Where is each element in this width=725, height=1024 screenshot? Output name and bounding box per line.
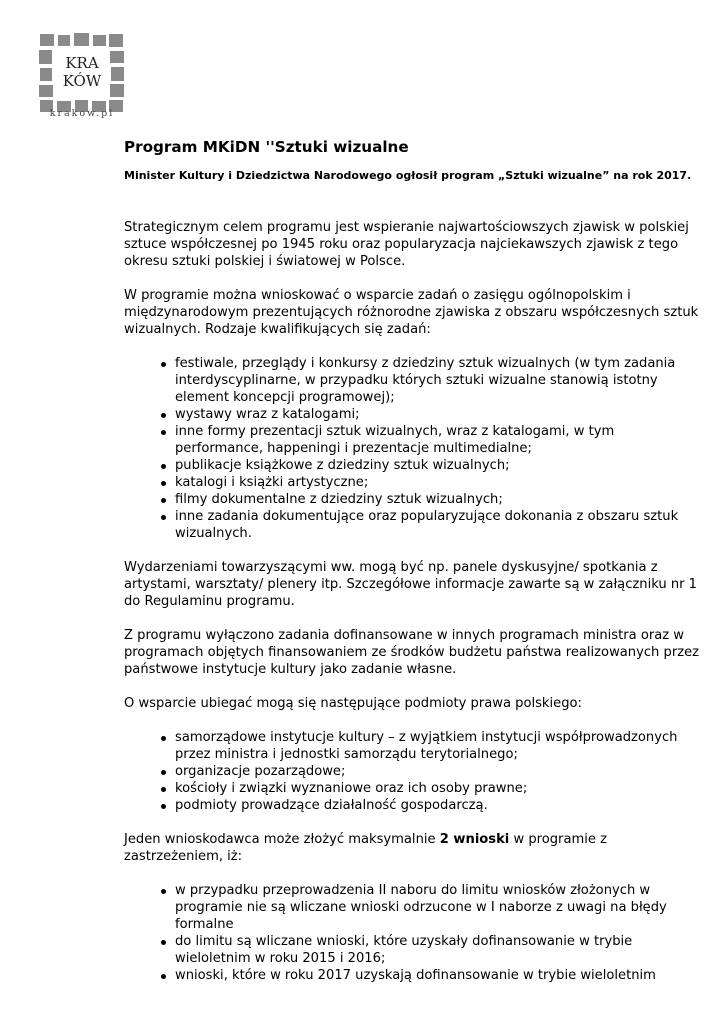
limit-conditions-list [124,882,704,984]
limit-count: 2 wnioski [439,832,510,847]
paragraph-scope: W programie można wnioskować o wsparcie zadań o zasięgu ogólnopolskim i międzynarodowym prezentujących różnorodne zjawiska z obszaru współczesnych sztuk wizualnych. Rodzaje kwalifikujących się zadań: [124,288,699,337]
paragraph-exclusions: Z programu wyłączono zadania dofinansowane w innych programach ministra oraz w programach objętych finansowaniem ze środków budżetu państwa realizowanych przez państwowe instytucje kultury jako zadanie własne. [124,628,700,677]
logo-word-top: KRA [65,54,99,72]
logo-caption: krakow.pl [49,108,115,119]
list-item: w przypadku przeprowadzenia II naboru do limitu wniosków złożonych w programie nie są wliczane wnioski odrzucone w I naborze z uwagi na błędy formalne [175,882,704,933]
logo-word-bottom: KÓW [62,72,102,90]
article [124,136,704,984]
list-item: filmy dokumentalne z dziedziny sztuk wizualnych; [175,491,704,508]
list-item: inne zadania dokumentujące oraz popularyzujące dokonania z obszaru sztuk wizualnych. [175,508,704,542]
paragraph-goal: Strategicznym celem programu jest wspieranie najwartościowszych zjawisk w polskiej sztuce współczesnej po 1945 roku oraz popularyzacja najciekawszych zjawisk z tego okresu sztuki polskiej i światowej w Polsce. [124,220,689,269]
list-item: publikacje książkowe z dziedziny sztuk wizualnych; [175,457,704,474]
list-item: festiwale, przeglądy i konkursy z dziedziny sztuk wizualnych (w tym zadania interdyscyplinarne, w przypadku których sztuki wizualne stanowią istotny element koncepcji programowej); [175,355,704,406]
limit-text-before: Jeden wnioskodawca może złożyć maksymalnie [124,832,440,847]
list-item: samorządowe instytucje kultury – z wyjątkiem instytucji współprowadzonych przez ministra i jednostki samorządu terytorialnego; [175,729,704,763]
list-item: katalogi i książki artystyczne; [175,474,704,491]
list-item: inne formy prezentacji sztuk wizualnych, wraz z katalogami, w tym performance, happeningi i prezentacje multimedialne; [175,423,704,457]
subtitle: Minister Kultury i Dziedzictwa Narodowego ogłosił program „Sztuki wizualne” na rok 2017. [124,169,692,182]
paragraph-application-limit [124,831,704,865]
list-item: podmioty prowadzące działalność gospodarczą. [175,797,704,814]
limit-text-after: w programie z zastrzeżeniem, iż: [124,832,607,864]
task-types-list [124,355,704,542]
paragraph-eligible-entities: O wsparcie ubiegać mogą się następujące podmioty prawa polskiego: [124,696,582,711]
list-item: organizacje pozarządowe; [175,763,704,780]
list-item: kościoły i związki wyznaniowe oraz ich osoby prawne; [175,780,704,797]
list-item: wnioski, które w roku 2017 uzyskają dofinansowanie w trybie wieloletnim [175,967,704,984]
paragraph-accompanying-events: Wydarzeniami towarzyszącymi ww. mogą być np. panele dyskusyjne/ spotkania z artystami, warsztaty/ plenery itp. Szczegółowe informacje zawarte są w załączniku nr 1 do Regulaminu programu. [124,560,698,609]
page-title: Program MKiDN ''Sztuki wizualne [124,138,409,156]
eligible-entities-list [124,729,704,814]
list-item: do limitu są wliczane wnioski, które uzyskały dofinansowanie w trybie wieloletnim w roku 2015 i 2016; [175,933,704,967]
list-item: wystawy wraz z katalogami; [175,406,704,423]
